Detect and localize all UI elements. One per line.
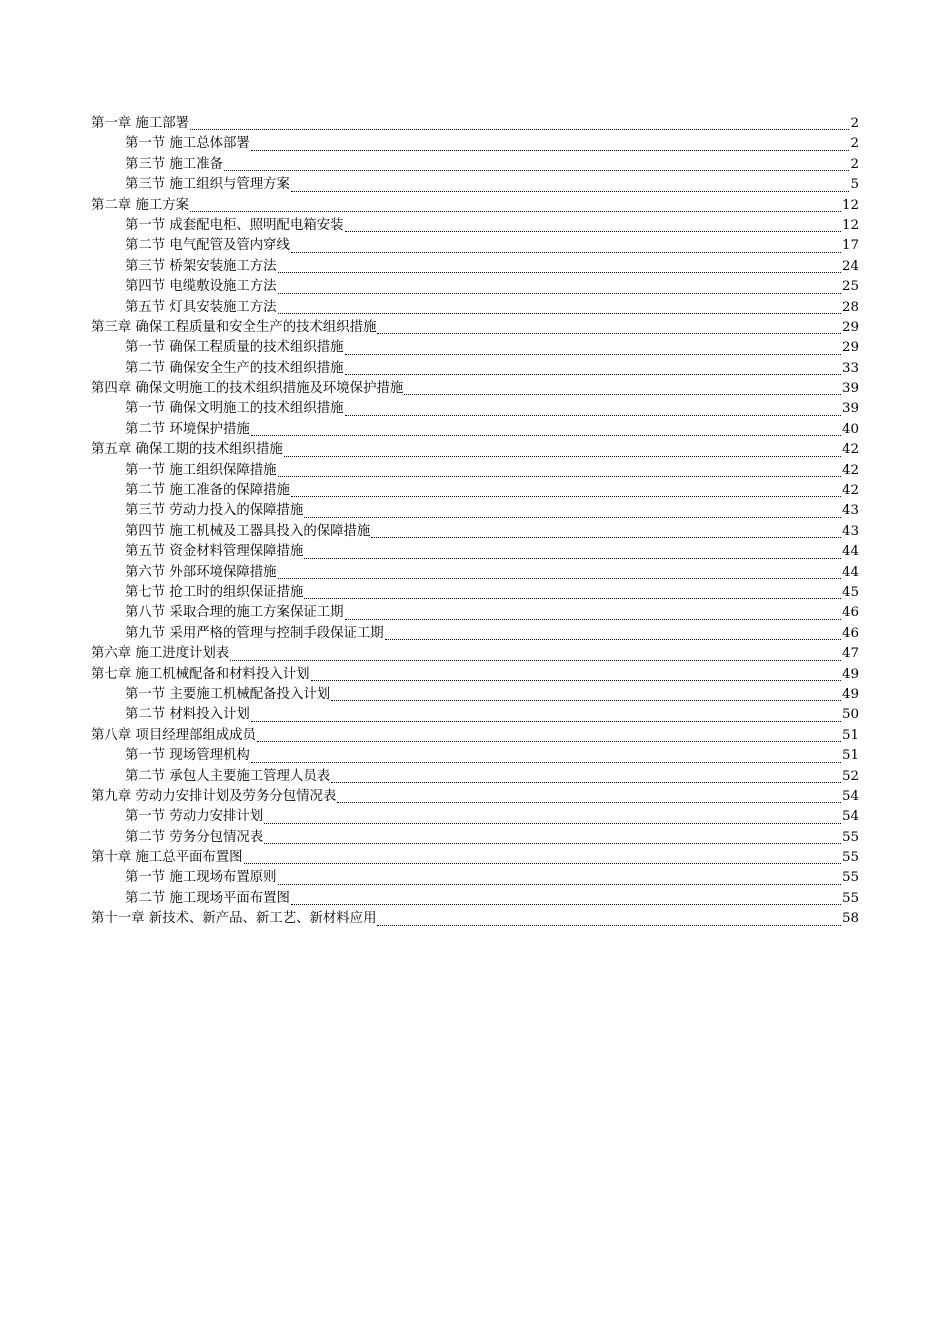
toc-entry-title: 第一节 成套配电柜、照明配电箱安装 [125,217,344,233]
toc-section-entry[interactable] [91,522,859,542]
toc-section-entry[interactable] [91,420,859,440]
toc-entry-title: 第九节 采用严格的管理与控制手段保证工期 [125,625,384,641]
toc-entry-page-number: 2 [850,116,859,131]
toc-entry-title: 第一节 施工现场布置原则 [125,870,277,886]
toc-entry-page-number: 24 [841,258,859,274]
toc-chapter-entry[interactable] [91,196,859,216]
toc-section-entry[interactable] [91,828,859,848]
toc-entry-title: 第一节 确保工程质量的技术组织措施 [125,340,344,356]
toc-entry-page-number: 28 [841,299,859,315]
toc-entry-page-number: 54 [841,788,859,804]
toc-section-entry[interactable] [91,542,859,562]
toc-section-entry[interactable] [91,399,859,419]
toc-entry-title: 第四章 确保文明施工的技术组织措施及环境保护措施 [91,381,404,397]
toc-entry-title: 第二节 承包人主要施工管理人员表 [125,768,331,784]
toc-entry-page-number: 55 [841,850,859,866]
toc-entry-title: 第一节 施工总体部署 [125,136,250,152]
toc-entry-title: 第三节 施工准备 [125,156,223,172]
toc-dot-leader [224,169,849,171]
toc-entry-title: 第十章 施工总平面布置图 [91,850,243,866]
toc-entry-page-number: 17 [841,238,859,254]
toc-dot-leader [371,536,841,538]
toc-entry-title: 第三节 桥架安装施工方法 [125,258,277,274]
toc-chapter-entry[interactable] [91,318,859,338]
toc-dot-leader [345,414,841,416]
toc-dot-leader [278,271,841,273]
toc-dot-leader [291,251,841,253]
toc-dot-leader [345,230,841,232]
toc-dot-leader [377,924,840,926]
toc-entry-title: 第八章 项目经理部组成成员 [91,727,256,743]
toc-dot-leader [345,618,841,620]
toc-entry-page-number: 44 [841,564,859,580]
toc-entry-page-number: 29 [841,340,859,356]
toc-entry-title: 第一节 现场管理机构 [125,748,250,764]
toc-chapter-entry[interactable] [91,848,859,868]
toc-dot-leader [251,761,841,763]
toc-entry-page-number: 33 [841,360,859,376]
toc-dot-leader [337,801,841,803]
toc-entry-title: 第三节 施工组织与管理方案 [125,177,290,193]
toc-entry-title: 第三节 劳动力投入的保障措施 [125,503,304,519]
toc-entry-page-number: 5 [850,177,859,193]
toc-entry-page-number: 42 [841,483,859,499]
toc-section-entry[interactable] [91,481,859,501]
toc-entry-title: 第九章 劳动力安排计划及劳务分包情况表 [91,788,337,804]
toc-section-entry[interactable] [91,298,859,318]
toc-section-entry[interactable] [91,603,859,623]
toc-entry-title: 第五节 灯具安装施工方法 [125,299,277,315]
toc-entry-page-number: 39 [841,381,859,397]
toc-section-entry[interactable] [91,175,859,195]
toc-entry-page-number: 2 [850,136,859,152]
toc-entry-title: 第三章 确保工程质量和安全生产的技术组织措施 [91,319,377,335]
toc-dot-leader [230,659,841,661]
toc-entry-page-number: 12 [841,217,859,233]
toc-section-entry[interactable] [91,889,859,909]
toc-dot-leader [304,516,841,518]
toc-entry-page-number: 54 [841,809,859,825]
toc-entry-title: 第四节 电缆敷设施工方法 [125,279,277,295]
table-of-contents [91,114,859,930]
toc-entry-title: 第一节 劳动力安排计划 [125,809,264,825]
toc-entry-page-number: 43 [841,503,859,519]
toc-entry-title: 第二节 劳务分包情况表 [125,829,264,845]
toc-entry-page-number: 42 [841,442,859,458]
toc-dot-leader [304,597,841,599]
toc-chapter-entry[interactable] [91,909,859,929]
toc-entry-title: 第二节 确保安全生产的技术组织措施 [125,360,344,376]
toc-dot-leader [278,883,841,885]
toc-section-entry[interactable] [91,277,859,297]
toc-section-entry[interactable] [91,807,859,827]
toc-section-entry[interactable] [91,236,859,256]
toc-section-entry[interactable] [91,461,859,481]
toc-entry-page-number: 50 [841,707,859,723]
toc-section-entry[interactable] [91,134,859,154]
toc-entry-page-number: 49 [841,686,859,702]
toc-dot-leader [278,577,841,579]
toc-entry-title: 第一节 主要施工机械配备投入计划 [125,686,331,702]
toc-dot-leader [284,455,841,457]
toc-dot-leader [345,373,841,375]
toc-section-entry[interactable] [91,501,859,521]
toc-section-entry[interactable] [91,359,859,379]
toc-entry-title: 第一节 确保文明施工的技术组织措施 [125,401,344,417]
toc-section-entry[interactable] [91,155,859,175]
toc-section-entry[interactable] [91,563,859,583]
toc-chapter-entry[interactable] [91,114,859,134]
toc-entry-page-number: 39 [841,401,859,417]
toc-dot-leader [244,862,841,864]
toc-entry-page-number: 51 [841,727,859,743]
toc-section-entry[interactable] [91,216,859,236]
toc-entry-title: 第二节 电气配管及管内穿线 [125,238,290,254]
toc-entry-title: 第五节 资金材料管理保障措施 [125,544,304,560]
toc-entry-page-number: 44 [841,544,859,560]
toc-section-entry[interactable] [91,868,859,888]
toc-entry-page-number: 55 [841,890,859,906]
toc-entry-title: 第五章 确保工期的技术组织措施 [91,442,283,458]
toc-dot-leader [251,149,850,151]
toc-chapter-entry[interactable] [91,787,859,807]
toc-dot-leader [291,903,841,905]
toc-entry-title: 第六节 外部环境保障措施 [125,564,277,580]
toc-dot-leader [385,638,841,640]
toc-entry-page-number: 45 [841,584,859,600]
toc-entry-title: 第六章 施工进度计划表 [91,646,230,662]
toc-entry-page-number: 2 [850,156,859,172]
toc-dot-leader [291,190,850,192]
toc-dot-leader [377,332,840,334]
toc-entry-page-number: 40 [841,421,859,437]
toc-section-entry[interactable] [91,624,859,644]
toc-entry-title: 第二节 施工现场平面布置图 [125,890,290,906]
toc-dot-leader [278,312,841,314]
toc-chapter-entry[interactable] [91,440,859,460]
toc-section-entry[interactable] [91,767,859,787]
toc-entry-page-number: 25 [841,279,859,295]
toc-entry-page-number: 43 [841,523,859,539]
toc-entry-title: 第十一章 新技术、新产品、新工艺、新材料应用 [91,911,377,927]
toc-section-entry[interactable] [91,685,859,705]
toc-entry-title: 第二节 环境保护措施 [125,421,250,437]
toc-entry-title: 第二节 施工准备的保障措施 [125,483,290,499]
toc-entry-title: 第七章 施工机械配备和材料投入计划 [91,666,310,682]
toc-dot-leader [345,353,841,355]
toc-entry-title: 第二章 施工方案 [91,197,189,213]
toc-entry-title: 第八节 采取合理的施工方案保证工期 [125,605,344,621]
toc-entry-page-number: 46 [841,605,859,621]
toc-dot-leader [264,842,841,844]
toc-dot-leader [278,475,841,477]
toc-section-entry[interactable] [91,705,859,725]
toc-entry-title: 第四节 施工机械及工器具投入的保障措施 [125,523,371,539]
toc-dot-leader [404,393,841,395]
toc-dot-leader [257,740,841,742]
toc-entry-page-number: 46 [841,625,859,641]
toc-dot-leader [331,781,841,783]
toc-entry-page-number: 49 [841,666,859,682]
toc-entry-title: 第二节 材料投入计划 [125,707,250,723]
toc-chapter-entry[interactable] [91,644,859,664]
toc-entry-title: 第一章 施工部署 [91,116,189,131]
toc-chapter-entry[interactable] [91,726,859,746]
toc-section-entry[interactable] [91,338,859,358]
toc-entry-page-number: 29 [841,319,859,335]
toc-section-entry[interactable] [91,257,859,277]
toc-entry-title: 第七节 抢工时的组织保证措施 [125,584,304,600]
toc-dot-leader [304,557,841,559]
toc-entry-page-number: 55 [841,829,859,845]
toc-entry-page-number: 58 [841,911,859,927]
toc-entry-page-number: 12 [841,197,859,213]
toc-entry-page-number: 42 [841,462,859,478]
toc-dot-leader [264,822,841,824]
toc-section-entry[interactable] [91,746,859,766]
toc-dot-leader [190,210,841,212]
toc-section-entry[interactable] [91,583,859,603]
toc-chapter-entry[interactable] [91,379,859,399]
toc-dot-leader [331,699,841,701]
toc-entry-page-number: 47 [841,646,859,662]
toc-entry-page-number: 52 [841,768,859,784]
toc-dot-leader [291,495,841,497]
toc-entry-page-number: 51 [841,748,859,764]
toc-dot-leader [251,434,841,436]
toc-entry-page-number: 55 [841,870,859,886]
toc-chapter-entry[interactable] [91,665,859,685]
toc-dot-leader [311,679,841,681]
toc-dot-leader [251,720,841,722]
toc-dot-leader [190,128,849,130]
toc-dot-leader [278,292,841,294]
toc-entry-title: 第一节 施工组织保障措施 [125,462,277,478]
